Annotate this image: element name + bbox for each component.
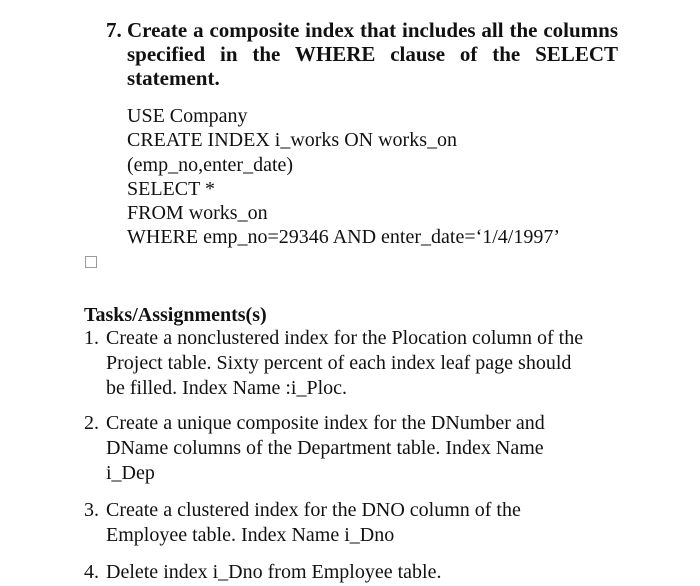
task-text-line: i_Dep [106, 462, 155, 484]
task-number: 4. [84, 561, 99, 583]
task-text-line: be filled. Index Name :i_Ploc. [106, 377, 348, 399]
tasks-heading: Tasks/Assignments(s) [84, 304, 267, 326]
task-number: 2. [84, 412, 99, 434]
code-line: (emp_no,enter_date) [127, 153, 294, 176]
question-number: 7. [106, 18, 122, 42]
empty-checkbox[interactable] [85, 256, 97, 268]
code-line: USE Company [127, 105, 248, 127]
task-text-line: Employee table. Index Name i_Dno [106, 524, 395, 546]
task-text [106, 498, 624, 548]
code-line: CREATE INDEX i_works ON works_on [127, 129, 457, 152]
task-text-line: Create a unique composite index for the DNumber and [106, 412, 545, 434]
task-item [84, 498, 624, 548]
code-line: WHERE emp_no=29346 AND enter_date=‘1/4/1997’ [127, 226, 561, 249]
task-number: 3. [84, 499, 99, 521]
task-item [84, 560, 624, 585]
task-text-line: DName columns of the Department table. Index Name [106, 437, 544, 459]
task-text-line: Create a nonclustered index for the Plocation column of the [106, 327, 584, 349]
task-text-line: Delete index i_Dno from Employee table. [106, 561, 442, 583]
question-text-line: Create a composite index that includes all the [127, 18, 544, 42]
task-number: 1. [84, 327, 99, 349]
sql-code-block [127, 104, 627, 250]
task-text [106, 326, 624, 401]
code-line: SELECT * [127, 177, 215, 200]
task-text [106, 560, 624, 585]
task-text [106, 411, 624, 486]
task-text-line: Create a clustered index for the DNO column of the [106, 499, 521, 521]
code-line: FROM works_on [127, 202, 268, 225]
task-item [84, 411, 624, 486]
question-text-line: SELECT statement. [127, 42, 618, 90]
task-item [84, 326, 624, 401]
task-text-line: Project table. Sixty percent of each index leaf page should [106, 352, 572, 374]
question-7 [106, 18, 618, 90]
question-text-line: columns specified in the WHERE clause of the [127, 18, 618, 66]
question-text [127, 18, 618, 90]
